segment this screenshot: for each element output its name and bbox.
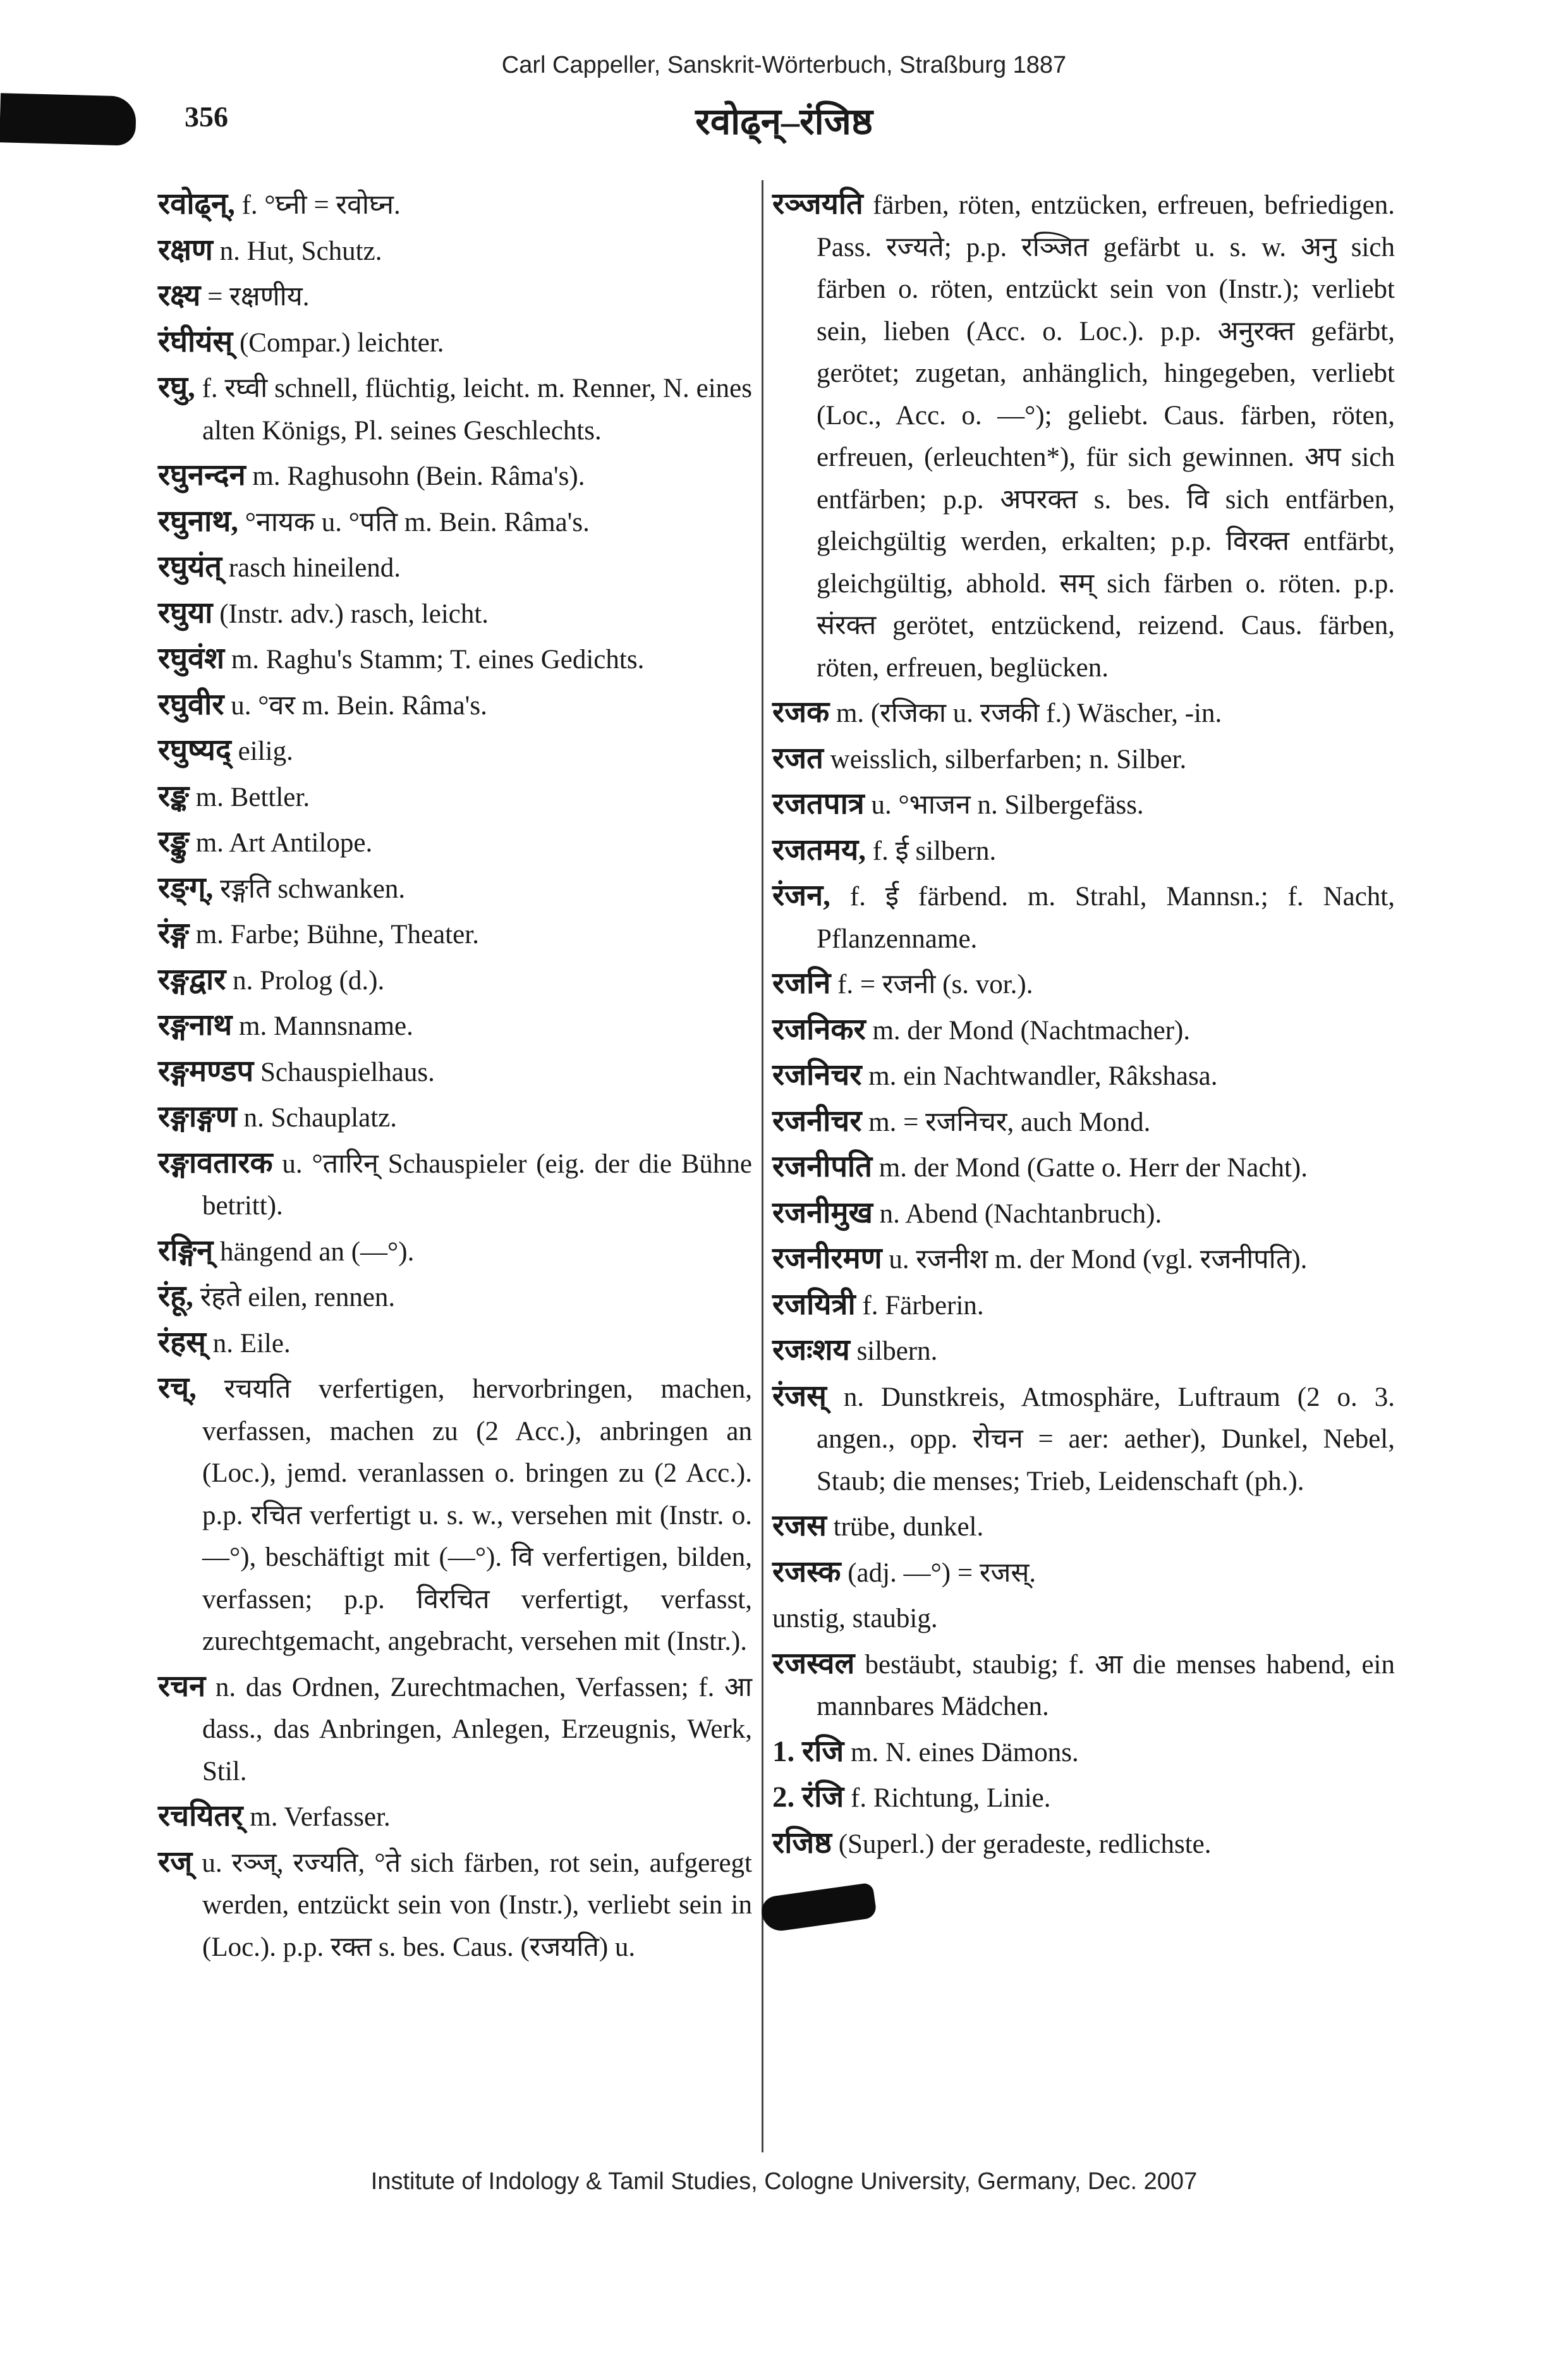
dictionary-entry xyxy=(772,183,1395,689)
dictionary-entry xyxy=(772,829,1395,873)
ink-smudge xyxy=(760,1882,877,1934)
entry-definition: eilig. xyxy=(238,736,293,766)
dictionary-entry xyxy=(158,1096,752,1140)
entry-headword: रङ्गिन् xyxy=(158,1234,214,1267)
dictionary-entry xyxy=(772,1192,1395,1236)
dictionary-entry xyxy=(158,1276,752,1319)
dictionary-entry xyxy=(772,1146,1395,1190)
entry-definition: m. Raghusohn (Bein. Râma's). xyxy=(252,461,585,491)
entry-headword: रजनिकर xyxy=(772,1013,866,1046)
entry-definition: f. °घ्नी = रवोघ्न. xyxy=(241,190,401,220)
entry-definition: m. der Mond (Gatte o. Herr der Nacht). xyxy=(878,1153,1308,1183)
dictionary-entry xyxy=(158,367,752,452)
entry-headword: रजतपात्र xyxy=(772,788,865,821)
entry-headword: रजक xyxy=(772,696,830,729)
entry-definition: u. °वर m. Bein. Râma's. xyxy=(231,690,487,721)
entry-headword: रजनि xyxy=(772,967,831,1000)
dictionary-entry xyxy=(772,1284,1395,1327)
dictionary-entry xyxy=(158,1795,752,1839)
entry-definition: trübe, dunkel. xyxy=(833,1512,984,1542)
entry-headword: रजस्क xyxy=(772,1555,841,1589)
entry-headword: रक्ष्य xyxy=(158,279,201,312)
dictionary-entry xyxy=(158,592,752,636)
entry-definition: f. रघ्वी schnell, flüchtig, leicht. m. Renner, N. eines alten Königs, Pl. seines Geschlechts. xyxy=(202,374,752,446)
entry-headword: रघुष्यद् xyxy=(158,734,231,767)
entry-definition: u. °भाजन n. Silbergefäss. xyxy=(871,790,1144,820)
entry-headword: रचन xyxy=(158,1669,206,1703)
dictionary-entry xyxy=(158,1142,752,1228)
entry-headword: रजनीचर xyxy=(772,1104,862,1138)
entry-headword: रघुनाथ, xyxy=(158,504,239,538)
entry-definition: (Compar.) leichter. xyxy=(239,327,444,358)
dictionary-entry xyxy=(772,1551,1395,1595)
entry-headword: रजनिचर xyxy=(772,1059,862,1092)
entry-headword: रजतमय, xyxy=(772,833,866,867)
page-number: 356 xyxy=(185,101,228,133)
dictionary-entry xyxy=(158,638,752,681)
entry-definition: f. ई silbern. xyxy=(872,836,997,866)
entry-headword: रङ्ग्, xyxy=(158,871,214,905)
entry-definition: u. °तारिन् Schauspieler (eig. der die Bühne betritt). xyxy=(202,1149,752,1221)
entry-headword: 2. रंजि xyxy=(772,1781,844,1814)
entry-headword: रङ्गमण्डप xyxy=(158,1054,254,1088)
entry-headword: रंहस् xyxy=(158,1326,206,1359)
dictionary-entry xyxy=(772,1101,1395,1144)
entry-headword: रङ्क xyxy=(158,779,189,813)
entry-definition: m. (रजिका u. रजकी f.) Wäscher, -in. xyxy=(836,699,1222,728)
dictionary-entry xyxy=(158,776,752,819)
entry-definition: färben, röten, entzücken, erfreuen, befriedigen. Pass. रज्यते; p.p. रञ्जित gefärbt u. s. w. अनु sich färben o. röten, entzückt sein von (Instr.); verliebt sein, lieben (Acc. o. Loc.). p.p. अनुरक्त gefärbt, gerötet; zugetan, anhänglich, hingegeben, verliebt (Loc., Acc. o. —°); geliebt. Caus. färben, röten, erfreuen, (erleuchten*), für sich gewinnen. अप sich entfärben; p.p. अपरक्त s. bes. वि sich entfärben, gleichgültig werden, erkalten; p.p. विरक्त entfärbt, gleichgültig, abhold. सम् sich färben o. röten. p.p. संरक्त gerötet, entzückend, reizend. Caus. färben, röten, erfreuen, beglücken. xyxy=(817,190,1395,683)
entry-definition: rasch hineilend. xyxy=(228,553,401,583)
dictionary-entry xyxy=(158,321,752,365)
entry-headword: रङ्गाङ्गण xyxy=(158,1101,237,1133)
entry-definition: रङ्गति schwanken. xyxy=(220,874,406,904)
dictionary-entry xyxy=(158,867,752,911)
dictionary-entry xyxy=(772,1238,1395,1281)
dictionary-entry xyxy=(158,1841,752,1969)
entry-definition: (Superl.) der geradeste, redlichste. xyxy=(838,1829,1212,1859)
entry-headword: रङ्गावतारक xyxy=(158,1146,273,1180)
entry-headword: रजस्वल xyxy=(772,1647,855,1680)
dictionary-entry xyxy=(158,1230,752,1274)
entry-definition: = रक्षणीय. xyxy=(207,282,310,312)
dictionary-entry xyxy=(772,1329,1395,1373)
dictionary-entry xyxy=(772,875,1395,960)
entry-definition: m. Farbe; Bühne, Theater. xyxy=(195,920,479,949)
dictionary-entry xyxy=(772,1776,1395,1820)
dictionary-entry xyxy=(772,963,1395,1006)
entry-headword: रजस xyxy=(772,1510,827,1542)
dictionary-entry xyxy=(158,229,752,273)
dictionary-entry xyxy=(158,455,752,498)
dictionary-entry xyxy=(158,275,752,319)
dictionary-entry xyxy=(772,1505,1395,1549)
entry-headword: रङ्कु xyxy=(158,826,189,858)
entry-definition: m. = रजनिचर, auch Mond. xyxy=(868,1107,1151,1137)
entry-headword: रवोढ्न्, xyxy=(158,188,235,221)
dictionary-entry xyxy=(772,1643,1395,1728)
dictionary-entry xyxy=(158,501,752,544)
entry-definition: u. रजनीश m. der Mond (vgl. रजनीपति). xyxy=(889,1245,1308,1274)
entry-headword: रजत xyxy=(772,741,824,775)
entry-definition: bestäubt, staubig; f. आ die menses habend, ein mannbares Mädchen. xyxy=(817,1649,1395,1721)
entry-definition: n. Schauplatz. xyxy=(243,1103,398,1133)
entry-definition: n. Hut, Schutz. xyxy=(219,236,382,266)
dictionary-entry xyxy=(158,1322,752,1365)
right-column xyxy=(772,183,1395,1868)
entry-headword: रंङ्ग xyxy=(158,917,189,950)
dictionary-entry xyxy=(772,1731,1395,1774)
entry-definition: m. Mannsname. xyxy=(239,1011,413,1041)
dictionary-entry xyxy=(158,821,752,865)
entry-headword: रचयितर् xyxy=(158,1800,243,1833)
entry-definition: m. Verfasser. xyxy=(250,1802,391,1832)
dictionary-entry xyxy=(158,1051,752,1094)
entry-definition: रचयति verfertigen, hervorbringen, machen, verfassen, machen zu (2 Acc.), anbringen an (Loc.), jemd. veranlassen o. bringen zu (2 Acc.). p.p. रचित verfertigt u. s. w., versehen mit (Instr. o. —°), beschäftigt mit (—°). वि verfertigen, bilden, verfassen; p.p. विरचित verfertigt, verfasst, zurechtgemacht, angebracht, versehen mit (Instr.). xyxy=(202,1374,752,1656)
dictionary-entry xyxy=(772,1009,1395,1052)
entry-definition: m. Bettler. xyxy=(195,782,310,812)
entry-definition: unstig, staubig. xyxy=(772,1604,938,1633)
entry-definition: hängend an (—°). xyxy=(219,1236,415,1267)
entry-headword: रञ्जयति xyxy=(772,188,863,221)
dictionary-entry xyxy=(772,1376,1395,1503)
entry-definition: (Instr. adv.) rasch, leicht. xyxy=(219,599,489,629)
dictionary-entry xyxy=(772,1054,1395,1098)
entry-definition: weisslich, silberfarben; n. Silber. xyxy=(830,744,1187,774)
entry-definition: u. रञ्ज्, रज्यति, °ते sich färben, rot sein, aufgeregt werden, entzückt sein von (Instr.), verliebt sein in (Loc.). p.p. रक्त s. bes. Caus. (रजयति) u. xyxy=(202,1848,753,1962)
dictionary-entry xyxy=(158,546,752,590)
entry-definition: n. Dunstkreis, Atmosphäre, Luftraum (2 o. 3. angen., opp. रोचन = aer: aether), Dunkel, Nebel, Staub; die menses; Trieb, Leidenschaft (ph.). xyxy=(817,1382,1395,1496)
entry-definition: रंहते eilen, rennen. xyxy=(200,1283,396,1312)
entry-headword: 1. रजि xyxy=(772,1735,844,1768)
entry-definition: m. der Mond (Nachtmacher). xyxy=(872,1015,1191,1046)
dictionary-entry xyxy=(772,783,1395,827)
entry-headword: रङ्गनाथ xyxy=(158,1009,233,1042)
entry-headword: रच्, xyxy=(158,1372,197,1405)
dictionary-entry xyxy=(772,1822,1395,1866)
entry-headword: रजःशय xyxy=(772,1334,850,1367)
entry-headword: रंघीयंस् xyxy=(158,325,233,358)
entry-headword: रघुयंत् xyxy=(158,551,222,583)
left-column xyxy=(158,183,752,1971)
entry-headword: रंजन, xyxy=(772,879,830,912)
dictionary-entry xyxy=(158,1004,752,1048)
entry-definition: °नायक u. °पति m. Bein. Râma's. xyxy=(245,507,590,537)
entry-headword: रक्षण xyxy=(158,233,213,267)
entry-definition: f. Färberin. xyxy=(862,1290,984,1321)
column-divider xyxy=(762,180,763,2152)
entry-headword: रघुनन्दन xyxy=(158,459,246,492)
entry-definition: m. ein Nachtwandler, Râkshasa. xyxy=(868,1061,1218,1091)
dictionary-entry xyxy=(772,738,1395,781)
dictionary-entry xyxy=(158,1367,752,1663)
dictionary-entry xyxy=(158,1666,752,1793)
entry-definition: silbern. xyxy=(856,1336,938,1366)
entry-definition: Schauspielhaus. xyxy=(260,1057,435,1087)
source-header: Carl Cappeller, Sanskrit-Wörterbuch, Straßburg 1887 xyxy=(501,52,1067,78)
running-head: रवोढ्न्–रंजिष्ठ xyxy=(695,101,873,142)
dictionary-entry xyxy=(158,913,752,956)
entry-headword: रंहू, xyxy=(158,1280,193,1313)
entry-definition: m. N. eines Dämons. xyxy=(851,1737,1079,1767)
dictionary-entry xyxy=(158,729,752,773)
entry-headword: रङ्गद्वार xyxy=(158,963,226,996)
entry-headword: रजयित्री xyxy=(772,1288,856,1321)
entry-definition: m. Art Antilope. xyxy=(195,828,373,858)
dictionary-entry xyxy=(158,959,752,1003)
entry-definition: n. das Ordnen, Zurechtmachen, Verfassen; f. आ dass., das Anbringen, Anlegen, Erzeugnis, Werk, Stil. xyxy=(202,1672,752,1786)
dictionary-entry xyxy=(158,684,752,728)
entry-headword: रजनीरमण xyxy=(772,1242,882,1275)
entry-headword: रजनीपति xyxy=(772,1150,873,1183)
entry-headword: रंजस् xyxy=(772,1379,827,1413)
dictionary-entry xyxy=(772,692,1395,735)
entry-definition: n. Abend (Nachtanbruch). xyxy=(879,1199,1162,1229)
entry-definition: f. Richtung, Linie. xyxy=(851,1783,1051,1813)
entry-definition: f. = रजनी (s. vor.). xyxy=(837,970,1033,999)
footer: Institute of Indology & Tamil Studies, Cologne University, Germany, Dec. 2007 xyxy=(370,2168,1198,2195)
entry-definition: f. ई färbend. m. Strahl, Mannsn.; f. Nacht, Pflanzenname. xyxy=(817,882,1395,954)
entry-headword: रघु, xyxy=(158,371,195,404)
entry-headword: रजनीमुख xyxy=(772,1196,873,1229)
entry-definition: m. Raghu's Stamm; T. eines Gedichts. xyxy=(231,645,645,674)
entry-definition: (adj. —°) = रजस्. xyxy=(848,1558,1036,1588)
dictionary-entry xyxy=(158,183,752,227)
entry-headword: रघुवीर xyxy=(158,688,224,721)
entry-definition: n. Prolog (d.). xyxy=(233,965,385,996)
dictionary-entry xyxy=(772,1597,1395,1640)
entry-headword: रज् xyxy=(158,1845,193,1879)
entry-definition: n. Eile. xyxy=(212,1328,291,1358)
entry-headword: रघुवंश xyxy=(158,642,225,675)
entry-headword: रजिष्ठ xyxy=(772,1826,832,1860)
entry-headword: रघुया xyxy=(158,596,213,630)
